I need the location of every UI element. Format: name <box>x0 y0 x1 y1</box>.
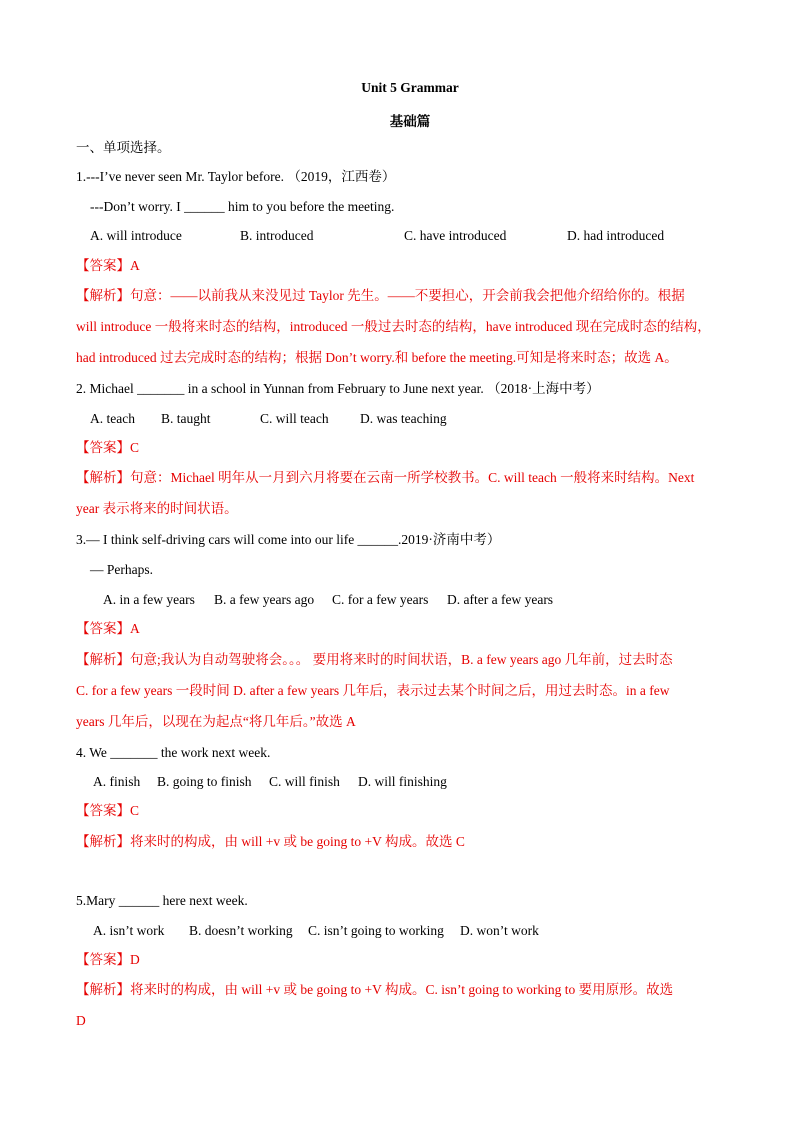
question-3-line-2: — Perhaps. <box>90 562 153 577</box>
q2-answer: 【答案】C <box>76 440 140 455</box>
q5-option-d: D. won’t work <box>460 923 539 938</box>
q3-answer: 【答案】A <box>76 621 140 636</box>
q1-analysis-line-1: 【解析】句意：——以前我从来没见过 Taylor 先生。——不要担心，开会前我会把他介绍给你的。根据 <box>76 288 685 303</box>
q2-option-c: C. will teach <box>260 411 329 426</box>
q5-analysis-line-1: 【解析】将来时的构成，由 will +v 或 be going to +V 构成。C. isn’t going to working to 要用原形。故选 <box>76 982 674 997</box>
q1-answer: 【答案】A <box>76 258 140 273</box>
q3-option-d: D. after a few years <box>447 592 554 607</box>
q4-option-c: C. will finish <box>269 774 340 789</box>
q1-option-c: C. have introduced <box>404 228 507 243</box>
q2-analysis-line-1: 【解析】句意：Michael 明年从一月到六月将要在云南一所学校教书。C. will teach 一般将来时结构。Next <box>76 470 695 485</box>
q5-answer: 【答案】D <box>76 952 140 967</box>
question-4-line-1: 4. We _______ the work next week. <box>76 745 271 760</box>
q5-option-a: A. isn’t work <box>93 923 165 938</box>
q1-option-b: B. introduced <box>240 228 314 243</box>
q1-option-d: D. had introduced <box>567 228 665 243</box>
q4-answer: 【答案】C <box>76 803 140 818</box>
q2-option-d: D. was teaching <box>360 411 447 426</box>
q1-analysis-line-2: will introduce 一般将来时态的结构，introduced 一般过去时态的结构，have introduced 现在完成时态的结构， <box>76 319 711 334</box>
q3-option-c: C. for a few years <box>332 592 429 607</box>
section-heading: 一、单项选择。 <box>76 140 171 155</box>
question-2-line-1: 2. Michael _______ in a school in Yunnan from February to June next year. （2018·上海中考） <box>76 381 600 396</box>
q3-option-a: A. in a few years <box>103 592 195 607</box>
q2-option-a: A. teach <box>90 411 135 426</box>
question-1-line-1: 1.---I’ve never seen Mr. Taylor before. （2019，江西卷） <box>76 169 396 184</box>
q4-option-d: D. will finishing <box>358 774 447 789</box>
question-5-line-1: 5.Mary ______ here next week. <box>76 893 248 908</box>
q1-option-a: A. will introduce <box>90 228 182 243</box>
q3-analysis-line-2: C. for a few years 一段时间 D. after a few years 几年后，表示过去某个时间之后，用过去时态。in a few <box>76 683 670 698</box>
page-title: Unit 5 Grammar <box>361 80 459 95</box>
q5-option-c: C. isn’t going to working <box>308 923 444 938</box>
q4-option-a: A. finish <box>93 774 141 789</box>
q2-analysis-line-2: year 表示将来的时间状语。 <box>76 501 238 516</box>
q3-option-b: B. a few years ago <box>214 592 315 607</box>
page-subtitle: 基础篇 <box>389 114 431 129</box>
q3-analysis-line-1: 【解析】句意;我认为自动驾驶将会。。。 要用将来时的时间状语，B. a few years ago 几年前，过去时态 <box>76 652 673 667</box>
q1-analysis-line-3: had introduced 过去完成时态的结构；根据 Don’t worry.和 before the meeting.可知是将来时态；故选 A。 <box>76 350 678 365</box>
question-1-line-2: ---Don’t worry. I ______ him to you before the meeting. <box>90 199 395 214</box>
q4-option-b: B. going to finish <box>157 774 252 789</box>
q3-analysis-line-3: years 几年后，以现在为起点“将几年后。”故选 A <box>76 714 356 729</box>
q5-option-b: B. doesn’t working <box>189 923 293 938</box>
question-3-line-1: 3.— I think self-driving cars will come into our life ______.2019·济南中考） <box>76 532 501 547</box>
q4-analysis-line-1: 【解析】将来时的构成，由 will +v 或 be going to +V 构成。故选 C <box>76 834 465 849</box>
q5-analysis-line-2: D <box>76 1013 86 1028</box>
q2-option-b: B. taught <box>161 411 211 426</box>
